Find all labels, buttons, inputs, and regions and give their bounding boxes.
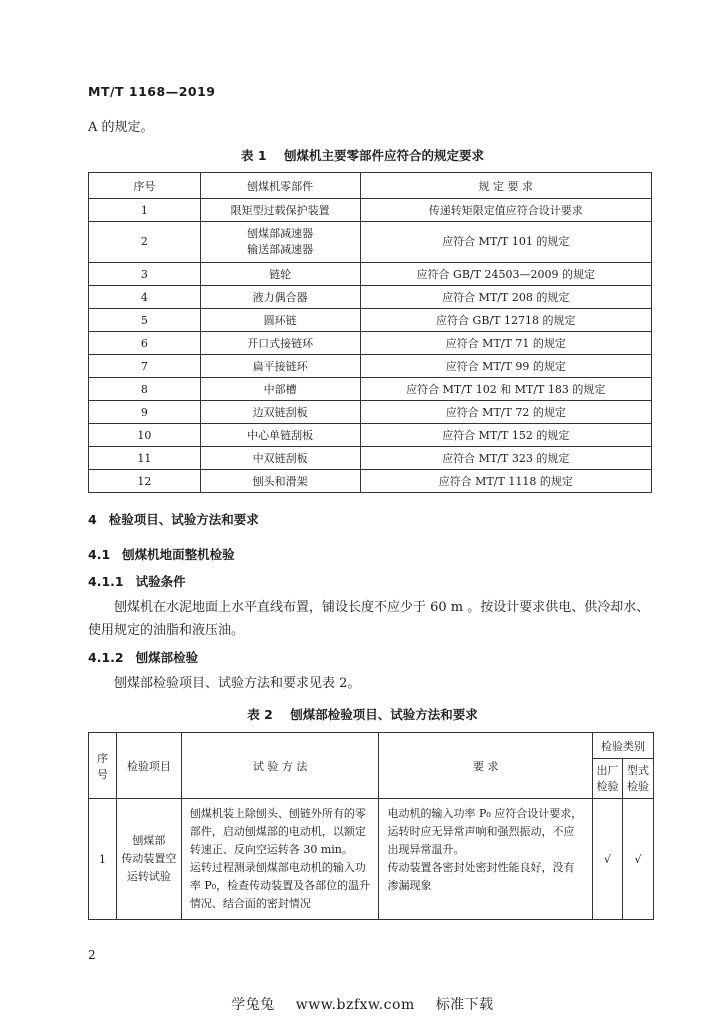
inspection-items-table [88,732,654,920]
table1-caption-number: 表 1 [241,148,267,163]
footer-watermark [0,994,725,1014]
type-check-mark: √ [622,799,653,920]
test-method-paragraph: 刨煤机装上除刨头、刨链外所有的零部件，启动刨煤部的电动机，以额定转速正、反向空运转各 30 min。 [189,807,366,856]
requirement: 应符合 MT/T 72 的规定 [360,401,651,424]
requirement: 应符合 GB/T 24503—2009 的规定 [360,263,651,286]
part-name: 圆环链 [200,309,360,332]
row-number: 11 [89,447,201,470]
row-number: 5 [89,309,201,332]
requirement: 应符合 MT/T 71 的规定 [360,332,651,355]
footer-slogan: 标准下载 [435,997,494,1013]
row-number: 6 [89,332,201,355]
requirement: 应符合 MT/T 152 的规定 [360,424,651,447]
requirement: 应符合 MT/T 208 的规定 [360,286,651,309]
table-row [89,309,652,332]
column-header-category: 检验类别 [593,733,654,759]
row-number: 9 [89,401,201,424]
inspection-item-line: 传动装置空 [121,852,177,865]
column-header-type: 型式检验 [622,759,653,799]
parts-requirements-table [88,172,652,493]
table-row [89,470,652,493]
section-title: 刨煤机地面整机检验 [122,547,235,562]
footer-url[interactable]: www.bzfxw.com [295,997,415,1013]
requirement: 应符合 MT/T 1118 的规定 [360,470,651,493]
column-header-requirement: 规 定 要 求 [360,173,651,199]
section-4-1-1-text: 刨煤机在水泥地面上水平直线布置，铺设长度不应少于 60 m 。按设计要求供电、供冷却水、使用规定的油脂和液压油。 [88,600,650,638]
table-row [89,447,652,470]
inspection-item-line: 刨煤部 [132,834,166,847]
column-header-requirement: 要 求 [379,733,593,799]
part-name [200,222,360,263]
column-header-part: 刨煤机零部件 [200,173,360,199]
row-number: 10 [89,424,201,447]
table-row [89,355,652,378]
table-row [89,199,652,222]
table-row [89,799,654,920]
row-number: 1 [89,799,117,920]
section-title: 检验项目、试验方法和要求 [108,512,259,527]
section-number: 4 [88,512,97,527]
requirement-paragraph: 传动装置各密封处密封性能良好，没有渗漏现象 [387,861,575,892]
test-method-paragraph: 运转过程测录刨煤部电动机的输入功率 P₀，检查传动装置及各部位的温升情况、结合面的密封情况 [189,861,371,910]
intro-text: A 的规定。 [88,120,154,135]
row-number: 12 [89,470,201,493]
requirement: 应符合 GB/T 12718 的规定 [360,309,651,332]
requirement: 应符合 MT/T 323 的规定 [360,447,651,470]
requirement: 应符合 MT/T 101 的规定 [360,222,651,263]
section-number: 4.1 [88,547,111,562]
table2-caption-title: 刨煤部检验项目、试验方法和要求 [290,707,478,722]
inspection-item [116,799,181,920]
part-name: 边双链刮板 [200,401,360,424]
part-name: 扁平接链环 [200,355,360,378]
section-title: 试验条件 [135,574,186,589]
column-header-number: 序号 [89,173,201,199]
section-number: 4.1.2 [88,650,124,665]
row-number: 7 [89,355,201,378]
factory-check-mark: √ [593,799,623,920]
requirement: 传递转矩限定值应符合设计要求 [360,199,651,222]
column-header-factory: 出厂检验 [593,759,623,799]
row-number: 4 [89,286,201,309]
column-header-number: 序号 [89,733,117,799]
footer-site-name: 学兔兔 [231,997,275,1013]
table-row [89,332,652,355]
section-4-1-1-heading [88,572,186,590]
section-4-1-2-heading [88,648,198,666]
section-4-1-heading [88,545,235,563]
column-header-item: 检验项目 [116,733,181,799]
row-number: 3 [89,263,201,286]
section-title: 刨煤部检验 [135,650,199,665]
part-name: 液力偶合器 [200,286,360,309]
row-number: 8 [89,378,201,401]
requirement: 应符合 MT/T 102 和 MT/T 183 的规定 [360,378,651,401]
table-row [89,286,652,309]
part-name: 中心单链刮板 [200,424,360,447]
part-name: 开口式接链环 [200,332,360,355]
part-name: 中部槽 [200,378,360,401]
test-method [181,799,379,920]
table1-caption [0,146,725,164]
inspection-item-line: 运转试验 [126,870,171,883]
table-header-row [89,173,652,199]
page-number: 2 [88,948,96,962]
table2-caption [0,705,725,723]
column-header-method: 试 验 方 法 [181,733,379,799]
part-name: 链轮 [200,263,360,286]
table-row [89,222,652,263]
part-name: 限矩型过载保护装置 [200,199,360,222]
standard-code: MT/T 1168—2019 [88,84,216,99]
part-name: 中双链刮板 [200,447,360,470]
row-number: 2 [89,222,201,263]
requirement-paragraph: 电动机的输入功率 P₀ 应符合设计要求，运转时应无异常声响和强烈振动，不应出现异常温升。 [387,807,583,856]
requirement [379,799,593,920]
table-row [89,424,652,447]
table-row [89,263,652,286]
table-header-row [89,733,654,759]
section-4-heading [88,510,259,528]
part-name-line: 刨煤部减速器 [247,227,314,240]
table-row [89,401,652,424]
section-4-1-2-text: 刨煤部检验项目、试验方法和要求见表 2。 [114,676,361,691]
row-number: 1 [89,199,201,222]
requirement: 应符合 MT/T 99 的规定 [360,355,651,378]
section-number: 4.1.1 [88,574,124,589]
part-name-line: 输送部减速器 [247,243,314,256]
part-name: 刨头和滑架 [200,470,360,493]
table-row [89,378,652,401]
table2-caption-number: 表 2 [247,707,273,722]
table1-caption-title: 刨煤机主要零部件应符合的规定要求 [283,148,484,163]
